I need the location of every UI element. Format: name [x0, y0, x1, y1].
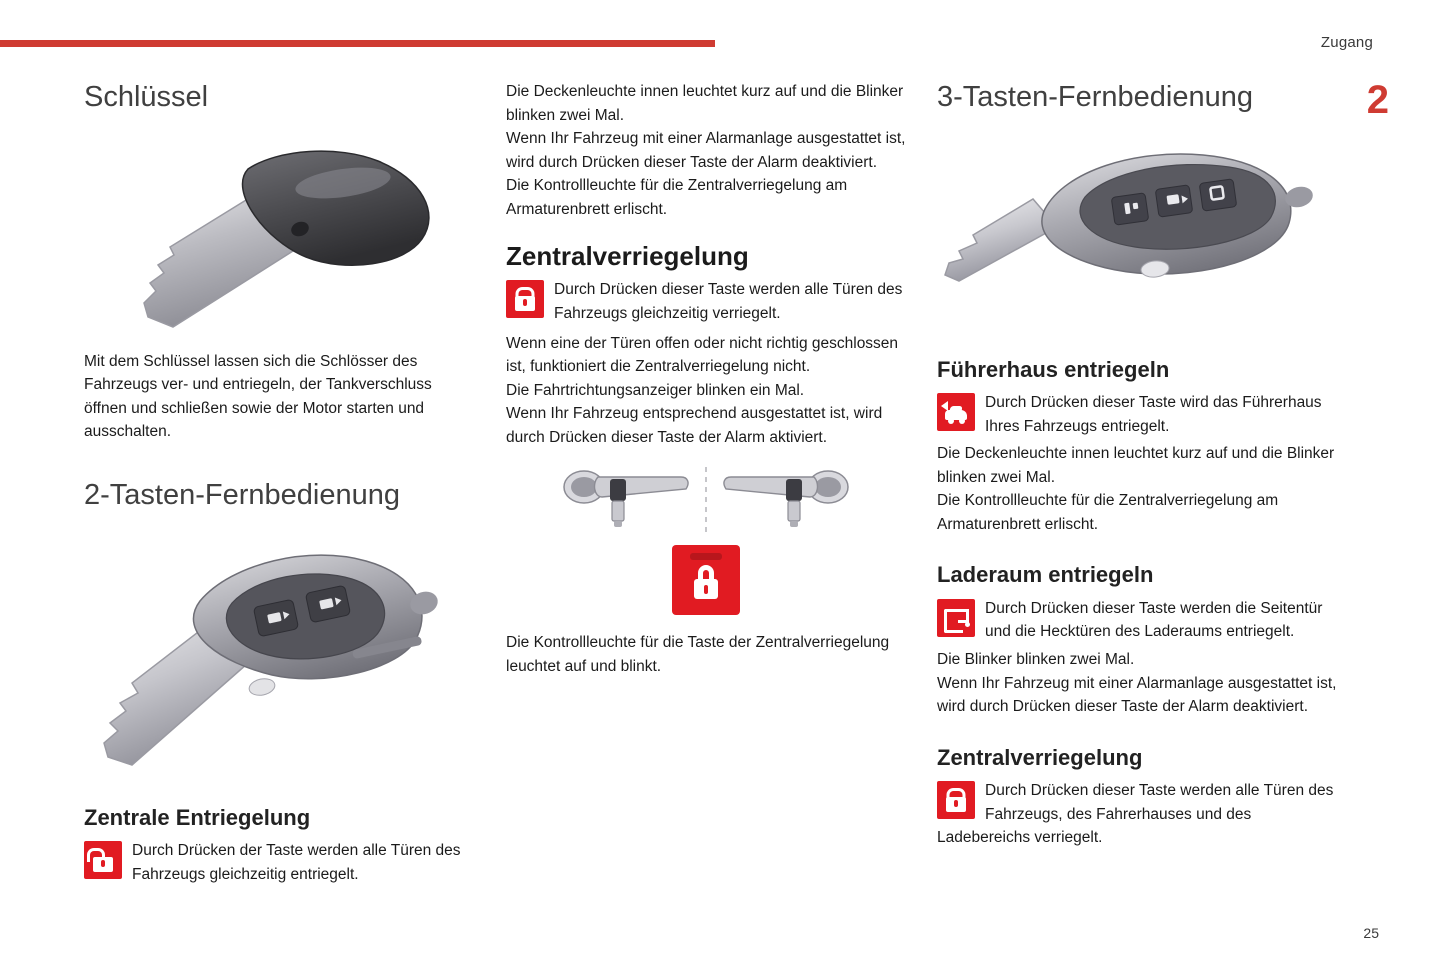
central-locking-text-right: Durch Drücken dieser Taste werden alle Türen des Fahrzeugs, des Fahrerhauses und des Ladebereichs verriegelt. — [937, 781, 1334, 847]
cab-unlock-block — [937, 391, 1341, 438]
chapter-number: 2 — [1366, 78, 1389, 122]
header-rule — [0, 40, 715, 47]
cab-unlock-icon — [937, 393, 975, 436]
cab-para-warning-off: Die Kontrollleuchte für die Zentralverriegelung am Armaturenbrett erlischt. — [937, 492, 1279, 533]
three-button-remote-title: 3-Tasten-Fernbedienung — [937, 81, 1253, 113]
cargo-para-alarm: Wenn Ihr Fahrzeug mit einer Alarmanlage ausgestattet ist, wird durch Drücken dieser Taste der Alarm deaktiviert. — [937, 674, 1337, 716]
lock-indicator-lamp-illustration — [668, 543, 744, 617]
para-alarm-deactivate: Wenn Ihr Fahrzeug mit einer Alarmanlage ausgestattet ist, wird durch Drücken dieser Taste der Alarm deaktiviert. — [506, 130, 906, 171]
central-unlock-heading: Zentrale Entriegelung — [84, 804, 311, 830]
para-interior-lamp: Die Deckenleuchte innen leuchtet kurz auf und die Blinker blinken zwei Mal. — [506, 83, 904, 124]
three-button-remote-key-illustration — [937, 131, 1337, 331]
cargo-unlock-icon — [937, 599, 975, 642]
column-left — [84, 80, 466, 886]
central-locking-block-right — [937, 779, 1341, 850]
two-button-remote-title: 2-Tasten-Fernbedienung — [84, 478, 400, 511]
lock-icon — [506, 280, 544, 323]
central-unlock-text: Durch Drücken der Taste werden alle Türen des Fahrzeugs gleichzeitig entriegelt. — [132, 842, 461, 883]
lock-icon — [937, 781, 975, 824]
key-intro-text: Mit dem Schlüssel lassen sich die Schlösser des Fahrzeugs ver- und entriegeln, der Tankverschluss öffnen und schließen sowie der Motor starten und ausschalten. — [84, 352, 432, 441]
page-title: Schlüssel — [84, 81, 209, 113]
two-button-remote-key-illustration — [80, 529, 462, 779]
column-right — [937, 80, 1341, 850]
central-locking-text: Durch Drücken dieser Taste werden alle Türen des Fahrzeugs gleichzeitig verriegelt. — [554, 281, 903, 323]
para-alarm-activate: Wenn Ihr Fahrzeug entsprechend ausgestattet ist, wird durch Drücken dieser Taste der Alarm aktiviert. — [506, 405, 883, 446]
para-indicator-once: Die Fahrtrichtungsanzeiger blinken ein Mal. — [506, 381, 805, 399]
cargo-unlock-text: Durch Drücken dieser Taste werden die Seitentür und die Hecktüren des Laderaums entriegelt. — [985, 599, 1323, 641]
cargo-para-indicators: Die Blinker blinken zwei Mal. — [937, 650, 1135, 668]
para-warning-lamp-off: Die Kontrollleuchte für die Zentralverriegelung am Armaturenbrett erlischt. — [506, 177, 848, 218]
page-number: 25 — [1363, 925, 1379, 941]
car-key-illustration — [78, 131, 458, 336]
central-locking-block — [506, 278, 906, 325]
folding-mirrors-illustration — [536, 467, 876, 533]
central-locking-heading-right: Zentralverriegelung — [937, 744, 1143, 770]
cab-unlock-text: Durch Drücken dieser Taste wird das Führerhaus Ihres Fahrzeugs entriegelt. — [985, 394, 1322, 435]
cargo-unlock-heading: Laderaum entriegeln — [937, 562, 1154, 588]
cab-unlock-heading: Führerhaus entriegeln — [937, 356, 1170, 382]
central-unlock-block — [84, 839, 466, 886]
central-locking-heading: Zentralverriegelung — [506, 241, 749, 272]
indicator-caption: Die Kontrollleuchte für die Taste der Zentralverriegelung leuchtet auf und blinkt. — [506, 634, 890, 675]
unlock-icon — [84, 841, 122, 884]
para-door-open: Wenn eine der Türen offen oder nicht richtig geschlossen ist, funktioniert die Zentralverriegelung nicht. — [506, 334, 899, 376]
section-label: Zugang — [1320, 34, 1373, 51]
cab-para-lamp: Die Deckenleuchte innen leuchtet kurz auf und die Blinker blinken zwei Mal. — [937, 445, 1335, 486]
column-middle — [506, 80, 906, 682]
cargo-unlock-block — [937, 597, 1341, 644]
